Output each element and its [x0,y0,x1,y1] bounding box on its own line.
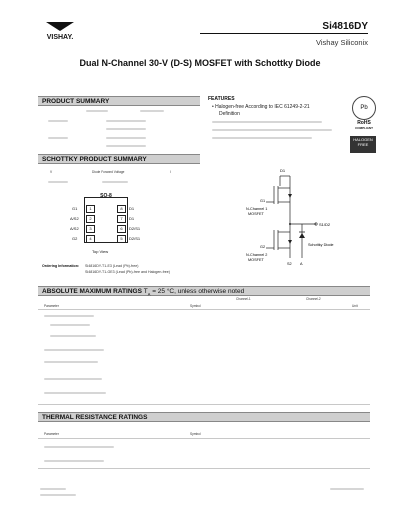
table-row [48,120,68,122]
abs-col-ch1: Channel-1 [236,297,251,301]
pin-label: G2 [72,236,78,241]
table-row [44,315,94,317]
table-row [106,145,146,147]
schottky-col-vf: Diode Forward Voltage [92,170,125,174]
pin-label: A/S2 [70,216,79,221]
schem-d1-label: D1 [280,168,286,173]
schem-ch2-label: N-Channel 2 [246,253,268,257]
schottky-col-v: V [50,170,53,174]
table-row [106,120,146,122]
table-row [140,110,164,112]
circuit-schematic [244,164,364,274]
pin-1: 1 [86,205,95,213]
header-rule [200,33,368,34]
schem-ch1-sub: MOSFET [248,212,264,216]
pin-7: 7 [117,215,126,223]
table-row [50,324,90,326]
schottky-col-i: I [170,170,171,174]
feature-item [212,137,312,139]
ordering-line: Si4816DY-T1-E3 (Lead (Pb)-free) [85,264,139,268]
thermal-col-parameter: Parameter [44,432,59,436]
rohs-badge: RoHS COMPLIANT [355,120,373,130]
pb-free-badge: Pb [352,96,376,120]
vishay-logo [38,22,82,40]
table-row [44,446,114,448]
pin-label: A/S2 [70,226,79,231]
schem-s1d2-label: S1/D2 [319,222,331,227]
schem-ch2-sub: MOSFET [248,258,264,262]
thermal-header: THERMAL RESISTANCE RATINGS [38,412,370,422]
abs-col-parameter: Parameter [44,304,59,308]
footer-note [330,488,364,490]
abs-col-ch2: Channel-2 [306,297,321,301]
table-rule [38,438,370,439]
top-view-label: Top View [92,249,109,254]
table-row [44,460,104,462]
abs-col-symbol: Symbol [190,304,201,308]
table-row [48,181,68,183]
schottky-summary-header: SCHOTTKY PRODUCT SUMMARY [38,154,200,164]
document-title: Dual N-Channel 30-V (D-S) MOSFET with Schottky Diode [79,58,321,68]
pin-3: 3 [86,225,95,233]
footer-note [40,488,66,490]
table-row [106,137,146,139]
ordering-label: Ordering Information: [42,264,80,268]
svg-text:VISHAY.: VISHAY. [46,34,74,40]
table-row [50,335,96,337]
product-summary-header: PRODUCT SUMMARY [38,96,200,106]
package-title: SO-8 [100,193,112,199]
schem-ch1-label: N-Channel 1 [246,207,268,211]
pin-4: 4 [86,235,95,243]
schem-a-label: A [300,262,303,266]
table-rule [38,309,370,310]
pin-2: 2 [86,215,95,223]
part-number: Si4816DY [322,21,368,32]
schem-g1-label: G1 [260,199,266,203]
schem-schottky-label: Schottky Diode [308,243,334,247]
halogen-free-badge: HALOGEN FREE [350,136,376,153]
feature-item [212,129,332,131]
table-row [106,128,146,130]
table-row [44,392,106,394]
feature-item: Definition [219,111,240,117]
footer-note [40,494,76,496]
pin-label: D2/S1 [129,236,141,241]
thermal-col-symbol: Symbol [190,432,201,436]
pin-label: G1 [72,206,78,211]
pin-label: D2/S1 [129,226,141,231]
pin-label: D1 [129,206,135,211]
schem-s2-label: S2 [287,262,292,266]
table-rule [38,468,370,469]
table-row [44,378,102,380]
pin-6: 6 [117,225,126,233]
ordering-line: Si4816DY-T1-GE3 (Lead (Pb)-free and Halogen-free) [85,270,170,274]
table-row [44,349,104,351]
feature-item [212,121,322,123]
table-row [86,110,108,112]
abs-col-unit: Unit [352,304,358,308]
table-row [102,181,128,183]
feature-item: • Halogen-free According to IEC 61249-2-21 [212,104,310,110]
abs-max-header: ABSOLUTE MAXIMUM RATINGS $T_A = 25$ °C, unless otherwise noted [38,286,370,296]
features-title: FEATURES [208,96,235,102]
table-row [44,361,98,363]
table-row [48,137,68,139]
pin-5: 5 [117,235,126,243]
pin-8: 8 [117,205,126,213]
table-rule [38,404,370,405]
pin-label: D1 [129,216,135,221]
manufacturer-subtitle: Vishay Siliconix [316,38,368,47]
schem-g2-label: G2 [260,245,266,249]
